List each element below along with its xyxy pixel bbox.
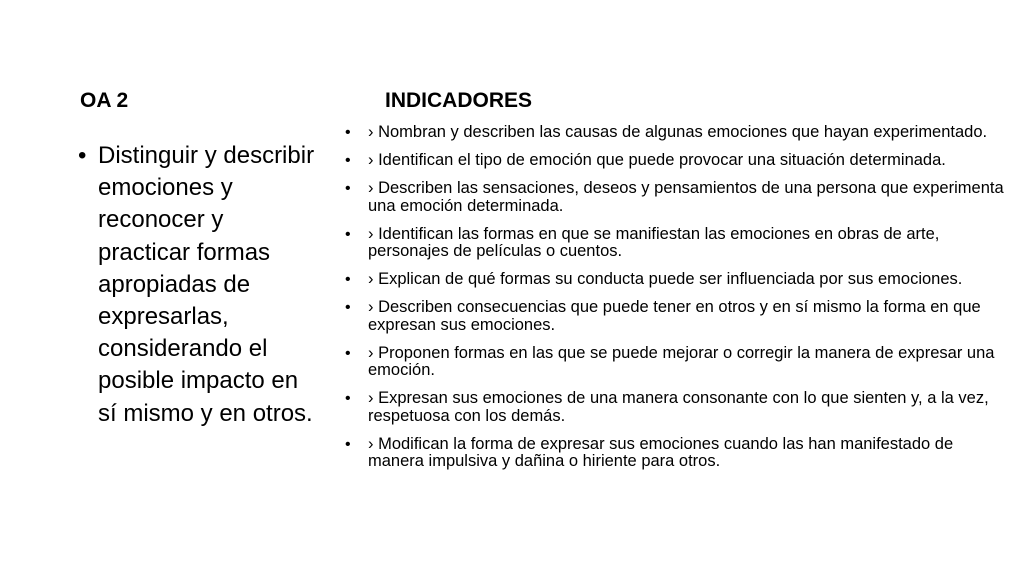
list-item <box>345 271 1005 289</box>
list-item <box>345 124 1005 142</box>
bullet-icon: • <box>345 435 351 453</box>
objective-item <box>78 140 318 430</box>
list-item <box>345 152 1005 170</box>
list-item <box>345 226 1005 261</box>
indicator-text: › Describen consecuencias que puede tener en otros y en sí mismo la forma en que expresan sus emociones. <box>368 298 981 334</box>
bullet-icon: • <box>345 390 351 407</box>
list-item <box>345 390 1005 425</box>
indicator-text: › Identifican el tipo de emoción que puede provocar una situación determinada. <box>368 151 946 169</box>
bullet-icon: • <box>345 299 351 316</box>
list-item <box>345 299 1005 334</box>
indicator-text: › Nombran y describen las causas de algunas emociones que hayan experimentado. <box>368 123 988 141</box>
bullet-icon: • <box>345 271 351 288</box>
bullet-icon: • <box>345 225 351 243</box>
list-item <box>345 436 1005 471</box>
indicator-text: › Describen las sensaciones, deseos y pensamientos de una persona que experimenta una emoción determinada. <box>368 179 1004 215</box>
bullet-icon: • <box>345 152 351 169</box>
indicator-text: › Expresan sus emociones de una manera consonante con lo que sienten y, a la vez, respetuosa con los demás. <box>368 389 989 425</box>
objective-text: Distinguir y describir emociones y reconocer y practicar formas apropiadas de expresarlas, considerando el posible impacto en sí mismo y en otros. <box>98 142 315 427</box>
bullet-icon: • <box>345 180 351 197</box>
indicator-text: › Explican de qué formas su conducta puede ser influenciada por sus emociones. <box>368 270 963 288</box>
indicator-text: › Proponen formas en las que se puede mejorar o corregir la manera de expresar una emoción. <box>368 343 995 379</box>
objective-list <box>78 140 318 430</box>
bullet-icon: • <box>345 124 351 141</box>
indicator-text: › Identifican las formas en que se manifiestan las emociones en obras de arte, personajes de películas o cuentos. <box>368 224 940 260</box>
indicators-list <box>345 124 1005 481</box>
indicators-heading: INDICADORES <box>385 89 533 112</box>
bullet-icon: • <box>345 344 351 362</box>
objective-heading: OA 2 <box>80 89 129 112</box>
list-item <box>345 180 1005 215</box>
indicator-text: › Modifican la forma de expresar sus emociones cuando las han manifestado de manera impulsiva y dañina o hiriente para otros. <box>368 434 954 470</box>
list-item <box>345 345 1005 380</box>
bullet-icon: • <box>78 142 87 169</box>
